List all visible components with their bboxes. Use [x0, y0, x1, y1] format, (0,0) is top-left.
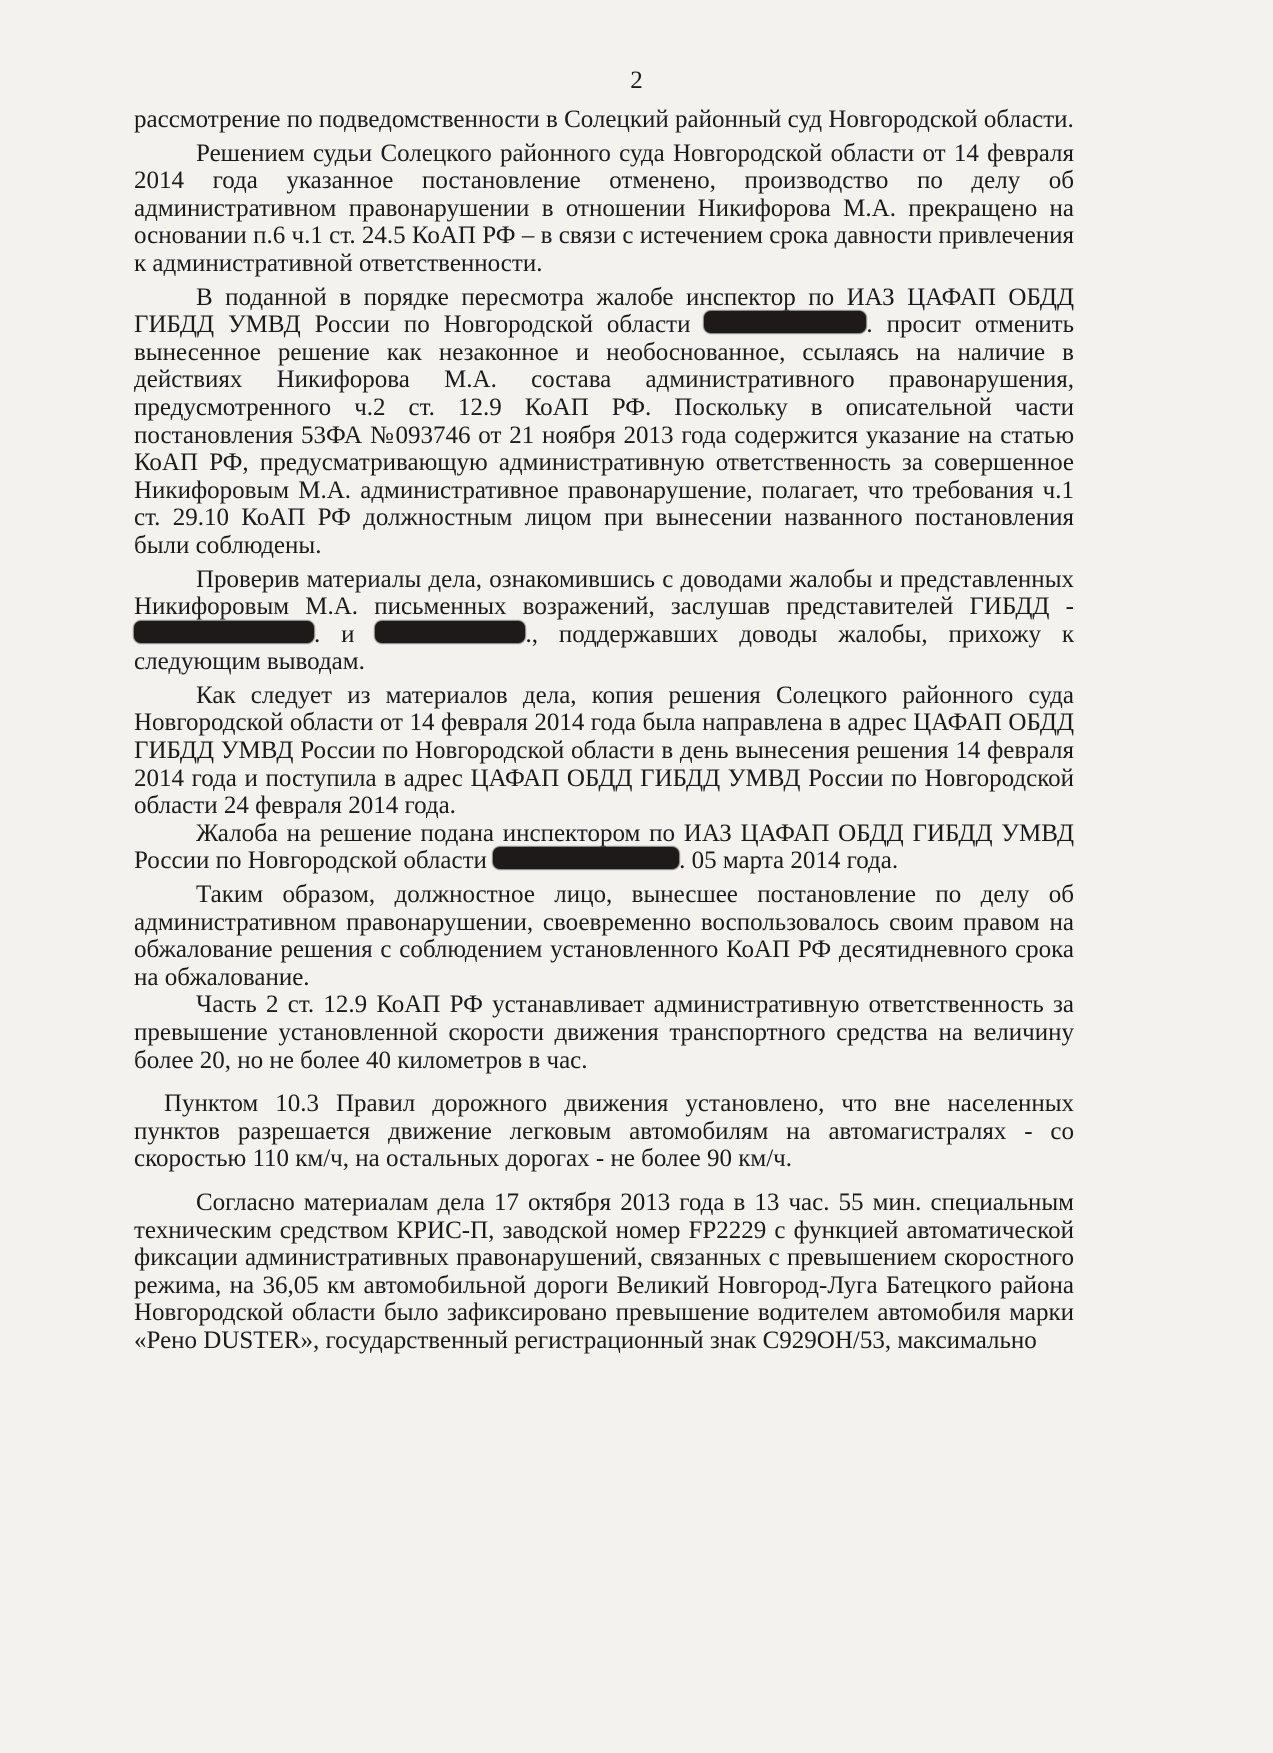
paragraph-3 [134, 284, 1074, 560]
paragraph-2: Решением судьи Солецкого районного суда Новгородской области от 14 февраля 2014 года указанное постановление отменено, производство по делу об административном правонарушении в отношении Никифорова М.А. прекращено на основании п.6 ч.1 ст. 24.5 КоАП РФ – в связи с истечением срока давности привлечения к административной ответственности. [134, 139, 1074, 277]
redacted-name-2 [134, 621, 314, 643]
paragraph-6-start: Жалоба на решение подана инспектором по ИАЗ ЦАФАП ОБДД ГИБДД УМВД России по Новгородской области [134, 819, 1074, 875]
paragraph-6 [134, 820, 1074, 875]
paragraph-8: Часть 2 ст. 12.9 КоАП РФ устанавливает административную ответственность за превышение установленной скорости движения транспортного средства на величину более 20, но не более 40 километров в час. [134, 991, 1074, 1074]
paragraph-6-end: . 05 марта 2014 года. [679, 847, 899, 875]
redacted-name-3 [375, 621, 525, 643]
paragraph-4 [134, 566, 1074, 676]
paragraph-9: Пунктом 10.3 Правил дорожного движения установлено, что вне населенных пунктов разрешается движение легковым автомобилям на автомагистралях - со скоростью 110 км/ч, на остальных дорогах - не более 90 км/ч. [134, 1090, 1074, 1173]
redacted-name-1 [704, 311, 866, 333]
document-text [134, 106, 1074, 1355]
redacted-name-4 [493, 847, 679, 869]
paragraph-3-end: . просит отменить вынесенное решение как незаконное и необоснованное, ссылаясь на наличие в действиях Никифорова М.А. состава административного правонарушения, предусмотренного ч.2 ст. 12.9 КоАП РФ. Поскольку в описательной части постановления 53ФА №093746 от 21 ноября 2013 года содержится указание на статью КоАП РФ, предусматривающую административную ответственность за совершенное Никифоровым М.А. административное правонарушение, полагает, что требования ч.1 ст. 29.10 КоАП РФ должностным лицом при вынесении названного постановления были соблюдены. [134, 311, 1074, 559]
paragraph-7: Таким образом, должностное лицо, вынесшее постановление по делу об административном правонарушении, своевременно воспользовалось своим правом на обжалование решения с соблюдением установленного КоАП РФ десятидневного срока на обжалование. [134, 881, 1074, 991]
paragraph-4-mid: . и [314, 620, 355, 648]
paragraph-10: Согласно материалам дела 17 октября 2013 года в 13 час. 55 мин. специальным техническим средством КРИС-П, заводской номер FP2229 с функцией автоматической фиксации административных правонарушений, связанных с превышением скоростного режима, на 36,05 км автомобильной дороги Великий Новгород-Луга Батецкого района Новгородской области было зафиксировано превышение водителем автомобиля марки «Рено DUSTER», государственный регистрационный знак С929ОН/53, максимально [134, 1188, 1074, 1354]
paragraph-4-start: Проверив материалы дела, ознакомившись с доводами жалобы и представленных Никифоровым М.А. письменных возражений, заслушав представителей ГИБДД - [134, 565, 1074, 621]
paragraph-4-end: ., поддержавших доводы жалобы, прихожу к следующим выводам. [134, 620, 1074, 676]
paragraph-3-start: В поданной в порядке пересмотра жалобе инспектор по ИАЗ ЦАФАП ОБДД ГИБДД УМВД России по Новгородской области [134, 283, 1074, 339]
paragraph-5: Как следует из материалов дела, копия решения Солецкого районного суда Новгородской области от 14 февраля 2014 года была направлена в адрес ЦАФАП ОБДД ГИБДД УМВД России по Новгородской области в день вынесения решения 14 февраля 2014 года и поступила в адрес ЦАФАП ОБДД ГИБДД УМВД России по Новгородской области 24 февраля 2014 года. [134, 681, 1074, 820]
paragraph-1: рассмотрение по подведомственности в Солецкий районный суд Новгородской области. [134, 106, 1074, 133]
page-number: 2 [630, 67, 643, 94]
